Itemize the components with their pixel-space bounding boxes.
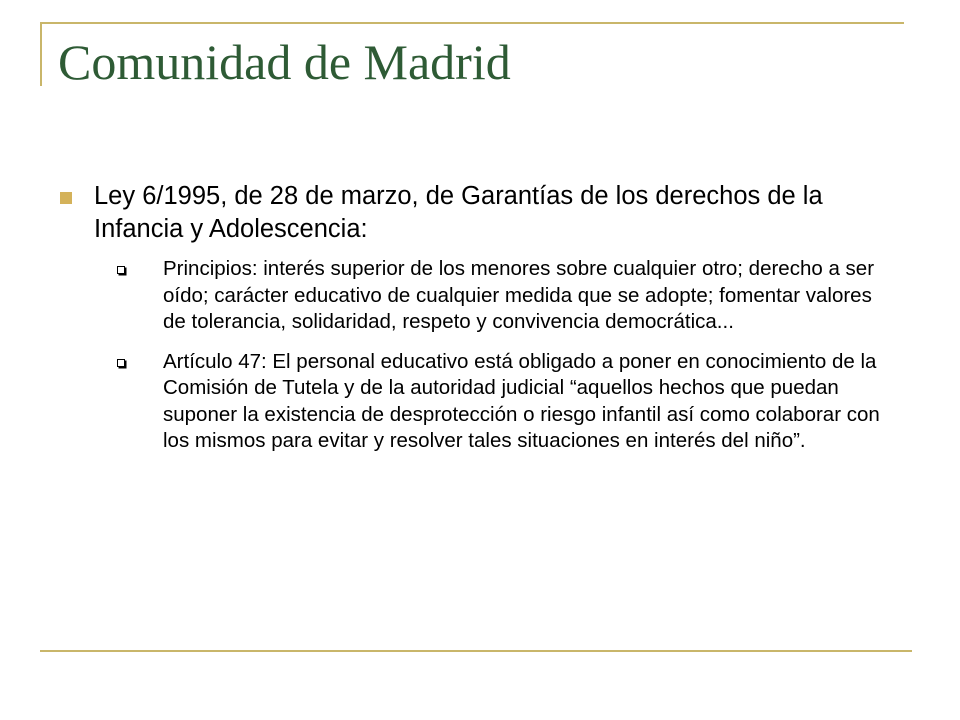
square-bullet-icon xyxy=(60,192,72,204)
sub-bullet-text: Principios: interés superior de los menores sobre cualquier otro; derecho a ser oído; carácter educativo de cualquier medida que se adopte; fomentar valores de tolerancia, solidaridad, respeto y convivencia democrática... xyxy=(163,257,875,333)
hollow-square-bullet-icon xyxy=(117,266,125,274)
bullet-text: Ley 6/1995, de 28 de marzo, de Garantías de los derechos de la Infancia y Adolescencia: xyxy=(94,182,823,243)
frame-left-rule xyxy=(40,22,42,86)
sub-bullet-list xyxy=(94,256,900,455)
hollow-square-bullet-icon xyxy=(117,359,125,367)
sub-bullet-text: Artículo 47: El personal educativo está obligado a poner en conocimiento de la Comisión de Tutela y de la autoridad judicial “aquellos hechos que puedan suponer la existencia de desprotección o riesgo infantil así como colaborar con los mismos para evitar y resolver tales situaciones en interés del niño”. xyxy=(163,349,880,452)
frame-top-rule xyxy=(40,22,904,24)
sub-bullet-item xyxy=(117,256,900,336)
bullet-item xyxy=(60,180,900,455)
sub-bullet-item xyxy=(117,349,900,455)
slide-content xyxy=(60,180,900,468)
slide-title: Comunidad de Madrid xyxy=(58,34,511,90)
frame-bottom-rule xyxy=(40,650,912,652)
